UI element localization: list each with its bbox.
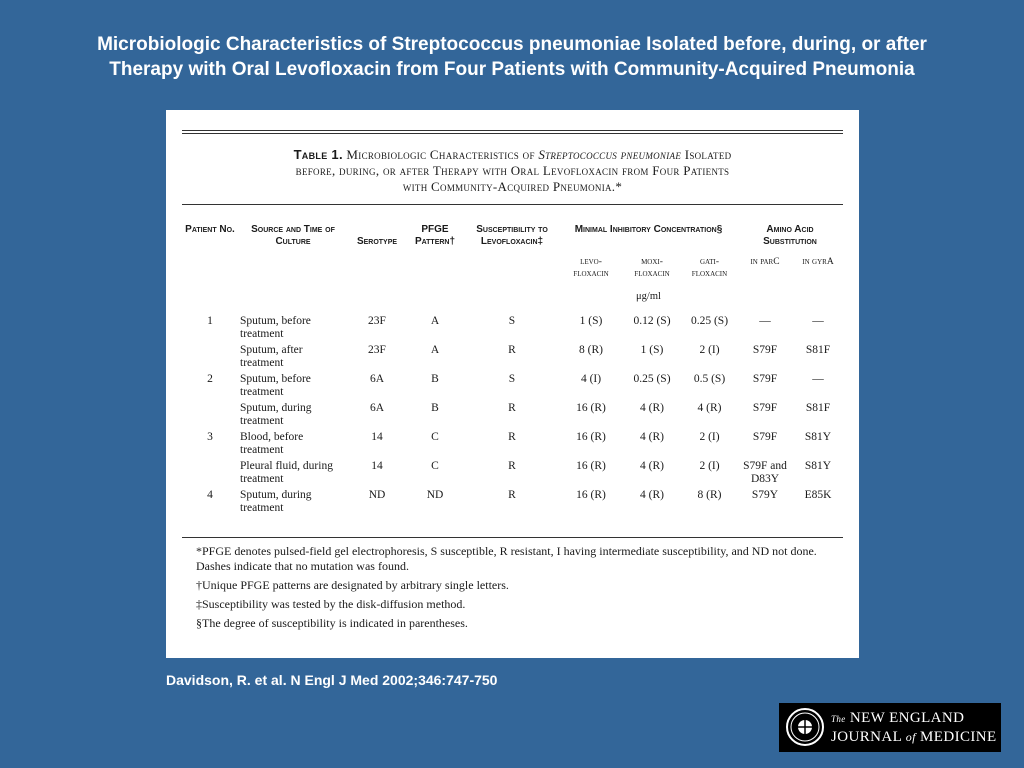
table-body <box>182 315 843 518</box>
footnote-susceptibility-degree: §The degree of susceptibility is indicated in parentheses. <box>196 616 468 630</box>
logo-line-1: NEW ENGLAND <box>849 710 965 726</box>
cell-levofloxacin: 4 (I) <box>580 373 602 385</box>
cell-source: Sputum, before treatment <box>240 373 311 398</box>
logo-of: of <box>905 730 916 744</box>
cell-serotype: 6A <box>369 373 385 385</box>
footnote-abbreviations: *PFGE denotes pulsed-field gel electrophoresis, S susceptible, R resistant, I having intermediate susceptibility, and ND not done. Dashes indicate that no mutation was found. <box>196 544 817 573</box>
cell-gatifloxacin: 2 (I) <box>699 431 720 443</box>
unit-row <box>182 280 843 303</box>
cell-source: Sputum, during treatment <box>240 402 312 427</box>
cell-moxifloxacin: 4 (R) <box>640 489 664 501</box>
cell-pfge: C <box>431 460 439 472</box>
cell-serotype: 23F <box>368 344 386 356</box>
logo-medicine: MEDICINE <box>920 729 997 745</box>
table-row <box>182 315 843 344</box>
cell-moxifloxacin: 1 (S) <box>640 344 664 356</box>
table-row <box>182 431 843 460</box>
cell-serotype: 14 <box>371 460 383 472</box>
cell-gyra: — <box>812 373 824 385</box>
slide-title <box>0 32 1024 82</box>
cell-pfge: ND <box>426 489 444 501</box>
footnote-pfge: †Unique PFGE patterns are designated by arbitrary single letters. <box>196 578 509 592</box>
table-row <box>182 460 843 489</box>
cell-susceptibility: R <box>508 460 516 472</box>
footnotes <box>196 544 841 635</box>
cell-gyra: E85K <box>804 489 832 501</box>
logo-the: The <box>831 714 846 724</box>
footnote-disk-diffusion: ‡Susceptibility was tested by the disk-diffusion method. <box>196 597 466 611</box>
caption-line-2: before, during, or after Therapy with Oral Levofloxacin from Four Patients <box>295 163 730 178</box>
cell-parc: S79F <box>752 402 778 414</box>
cell-gyra: S81F <box>805 402 831 414</box>
cell-susceptibility: R <box>508 489 516 501</box>
caption-part-b: Isolated <box>684 147 732 162</box>
table-row <box>182 489 843 518</box>
cell-moxifloxacin: 4 (R) <box>640 460 664 472</box>
cell-susceptibility: R <box>508 402 516 414</box>
top-double-rule-2 <box>182 133 843 134</box>
cell-levofloxacin: 1 (S) <box>579 315 603 327</box>
table-caption <box>166 147 859 195</box>
cell-gatifloxacin: 0.5 (S) <box>693 373 726 385</box>
header-amino-acid: Amino Acid Substitution <box>763 224 817 247</box>
cell-levofloxacin: 16 (R) <box>576 460 606 472</box>
cell-parc: — <box>759 315 771 327</box>
header-row <box>182 224 843 248</box>
data-table <box>182 224 843 518</box>
cell-source: Pleural fluid, during treatment <box>240 460 333 485</box>
citation: Davidson, R. et al. N Engl J Med 2002;346:747-750 <box>166 672 498 688</box>
cell-serotype: 6A <box>369 402 385 414</box>
cell-patient <box>182 344 238 373</box>
caption-organism: Streptococcus pneumoniae <box>538 147 682 162</box>
header-in-gyra: in gyrA <box>802 257 834 267</box>
cell-pfge: A <box>430 344 440 356</box>
logo-journal: JOURNAL <box>831 729 902 745</box>
cell-levofloxacin: 16 (R) <box>576 402 606 414</box>
cell-parc: S79F <box>752 344 778 356</box>
caption-part-a: Microbiologic Characteristics of <box>346 147 535 162</box>
cell-pfge: B <box>431 402 439 414</box>
subheader-row <box>182 248 843 280</box>
table-figure <box>166 110 859 658</box>
cell-serotype: 23F <box>368 315 386 327</box>
cell-patient: 4 <box>207 489 213 501</box>
cell-parc: S79Y <box>751 489 779 501</box>
table-row <box>182 373 843 402</box>
cell-gatifloxacin: 4 (R) <box>697 402 722 414</box>
cell-susceptibility: R <box>508 431 516 443</box>
cell-patient: 2 <box>207 373 213 385</box>
cell-gatifloxacin: 2 (I) <box>699 344 720 356</box>
table-row <box>182 344 843 373</box>
cell-levofloxacin: 8 (R) <box>579 344 603 356</box>
table-row <box>182 402 843 431</box>
cell-gatifloxacin: 0.25 (S) <box>690 315 729 327</box>
top-double-rule-1 <box>182 130 843 131</box>
caption-line-3: with Community-Acquired Pneumonia.* <box>402 179 623 194</box>
caption-rule <box>182 204 843 205</box>
cell-moxifloxacin: 0.25 (S) <box>633 373 671 385</box>
cell-moxifloxacin: 4 (R) <box>640 402 664 414</box>
cell-levofloxacin: 16 (R) <box>576 431 606 443</box>
nejm-logo <box>779 703 1001 752</box>
cell-gyra: S81F <box>805 344 831 356</box>
cell-moxifloxacin: 4 (R) <box>640 431 664 443</box>
cell-source: Blood, before treatment <box>240 431 304 456</box>
header-serotype: Serotype <box>356 236 398 247</box>
header-source: Source and Time of Culture <box>251 224 335 247</box>
slide-title-line-1: Microbiologic Characteristics of Streptococcus pneumoniae Isolated before, during, or after <box>97 34 927 55</box>
cell-pfge: C <box>431 431 439 443</box>
header-pfge: PFGE Pattern† <box>414 224 456 247</box>
cell-gyra: S81Y <box>804 460 832 472</box>
unit-label: μg/ml <box>636 291 661 302</box>
cell-susceptibility: R <box>508 344 516 356</box>
header-levofloxacin: levo- floxacin <box>573 257 609 279</box>
logo-wordmark <box>831 709 999 746</box>
slide-title-line-2: Therapy with Oral Levofloxacin from Four Patients with Community-Acquired Pneumonia <box>109 59 915 80</box>
cell-pfge: B <box>431 373 439 385</box>
cell-patient <box>182 460 238 489</box>
nejm-seal-icon <box>785 707 825 747</box>
cell-susceptibility: S <box>508 315 516 327</box>
cell-gatifloxacin: 2 (I) <box>699 460 720 472</box>
header-gatifloxacin: gati- floxacin <box>691 257 728 279</box>
cell-serotype: 14 <box>371 431 383 443</box>
cell-gatifloxacin: 8 (R) <box>697 489 722 501</box>
header-in-parc: in parC <box>750 257 780 267</box>
bottom-rule <box>182 537 843 538</box>
cell-gyra: — <box>812 315 824 327</box>
cell-parc: S79F and D83Y <box>743 460 787 485</box>
header-patient: Patient No. <box>185 224 235 235</box>
cell-patient: 3 <box>207 431 213 443</box>
cell-source: Sputum, before treatment <box>240 315 311 340</box>
header-susceptibility: Susceptibility to Levofloxacin‡ <box>476 224 548 247</box>
cell-source: Sputum, after treatment <box>240 344 303 369</box>
header-mic: Minimal Inhibitory Concentration§ <box>574 224 723 235</box>
cell-serotype: ND <box>368 489 386 501</box>
cell-gyra: S81Y <box>804 431 832 443</box>
cell-moxifloxacin: 0.12 (S) <box>633 315 671 327</box>
cell-patient: 1 <box>207 315 213 327</box>
header-moxifloxacin: moxi- floxacin <box>634 257 670 279</box>
cell-parc: S79F <box>752 373 778 385</box>
cell-susceptibility: S <box>508 373 516 385</box>
cell-levofloxacin: 16 (R) <box>576 489 606 501</box>
cell-parc: S79F <box>752 431 778 443</box>
cell-source: Sputum, during treatment <box>240 489 312 514</box>
cell-pfge: A <box>430 315 440 327</box>
table-number: Table 1. <box>293 147 343 162</box>
cell-patient <box>182 402 238 431</box>
